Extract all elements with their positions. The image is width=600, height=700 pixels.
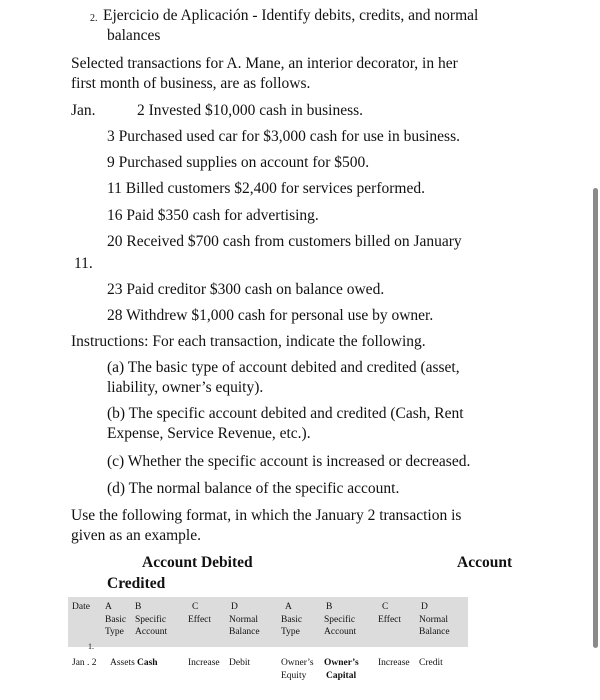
subhead: Account [135, 627, 168, 637]
transaction-item: 16 Paid $350 cash for advertising. [107, 207, 319, 224]
month-label: Jan. [71, 102, 96, 119]
problem-number: 2. [90, 13, 98, 24]
instruction-b: (b) The specific account debited and credited (Cash, Rent [107, 405, 464, 422]
example-credit-account-cont: Capital [326, 671, 357, 681]
col-letter: A [105, 602, 112, 612]
subhead: Type [105, 627, 124, 637]
subhead: Basic [105, 615, 127, 625]
credited-heading: Credited [107, 575, 166, 592]
col-letter: B [326, 602, 333, 612]
subhead: Effect [378, 615, 402, 625]
subhead: Specific [135, 615, 167, 625]
intro-line: Selected transactions for A. Mane, an interior decorator, in her [71, 55, 458, 72]
subhead: Basic [281, 615, 303, 625]
intro-line: first month of business, are as follows. [71, 75, 311, 92]
instruction-b-cont: Expense, Service Revenue, etc.). [107, 425, 311, 442]
transaction-item: 23 Paid creditor $300 cash on balance owed. [107, 281, 385, 298]
problem-title-cont: balances [107, 27, 161, 44]
instruction-a-cont: liability, owner’s equity). [107, 379, 264, 396]
transaction-item: 2 Invested $10,000 cash in business. [137, 102, 364, 119]
instructions-lead: Instructions: For each transaction, indicate the following. [71, 333, 426, 350]
transaction-item: 20 Received $700 cash from customers billed on January [107, 233, 462, 250]
subhead: Specific [324, 615, 356, 625]
instruction-a: (a) The basic type of account debited and credited (asset, [107, 359, 460, 376]
col-letter: A [285, 602, 292, 612]
scrollbar[interactable] [593, 188, 598, 648]
subhead: Account [324, 627, 357, 637]
format-line: given as an example. [71, 527, 201, 544]
example-credit-type-cont: Equity [281, 671, 307, 681]
transaction-item: 11 Billed customers $2,400 for services performed. [107, 180, 425, 197]
subhead: Effect [188, 615, 212, 625]
col-date: Date [72, 602, 90, 612]
transaction-item-cont: 11. [74, 255, 93, 272]
example-credit-effect: Increase [378, 658, 410, 668]
example-debit-normal: Debit [229, 658, 251, 668]
example-credit-account: Owner’s [324, 658, 359, 668]
subhead: Balance [229, 627, 260, 637]
subhead: Normal [229, 615, 259, 625]
example-debit-effect: Increase [188, 658, 220, 668]
col-letter: B [135, 602, 142, 612]
example-date: Jan . 2 [72, 658, 97, 668]
account-heading-right: Account [457, 554, 513, 571]
subhead: Balance [419, 627, 450, 637]
example-credit-normal: Credit [419, 658, 443, 668]
example-debit-type: Assets [110, 658, 135, 668]
col-letter: C [192, 602, 199, 612]
format-line: Use the following format, in which the January 2 transaction is [71, 507, 462, 524]
example-credit-type: Owner’s [281, 658, 314, 668]
instruction-c: (c) Whether the specific account is increased or decreased. [107, 453, 471, 470]
row-number: 1. [88, 642, 94, 651]
transaction-item: 9 Purchased supplies on account for $500. [107, 154, 370, 171]
col-letter: D [421, 602, 428, 612]
col-letter: D [231, 602, 238, 612]
example-debit-account: Cash [137, 658, 158, 668]
transaction-item: 28 Withdrew $1,000 cash for personal use by owner. [107, 307, 434, 324]
subhead: Type [281, 627, 300, 637]
col-letter: C [382, 602, 389, 612]
subhead: Normal [419, 615, 449, 625]
table-header-background [68, 597, 468, 647]
transaction-item: 3 Purchased used car for $3,000 cash for use in business. [107, 128, 460, 145]
instruction-d: (d) The normal balance of the specific account. [107, 480, 400, 497]
account-debited-heading: Account Debited [142, 554, 253, 571]
problem-title: Ejercicio de Aplicación - Identify debits, credits, and normal [103, 7, 479, 24]
